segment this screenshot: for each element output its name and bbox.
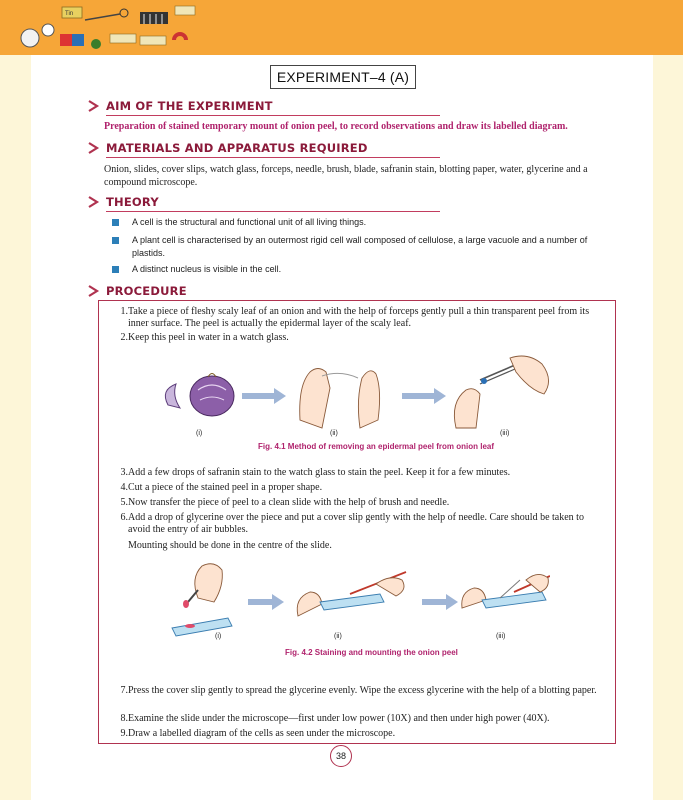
materials-heading: MATERIALS AND APPARATUS REQUIRED [106,141,368,155]
forceps-hand-image [454,356,548,428]
figure-label: (ii) [334,633,342,640]
chevron-right-icon [86,141,100,155]
chevron-right-icon [86,99,100,113]
figure-label: (iii) [496,633,506,640]
materials-text: Onion, slides, cover slips, watch glass, forceps, needle, brush, blade, safranin stain, blotting paper, water, glycerine and a compound microscope. [104,164,588,188]
chevron-right-icon [86,284,100,298]
dropper-hand-image [172,564,232,636]
figure-label: (iii) [500,430,510,437]
brush-transfer-image [297,572,406,616]
onion-image [165,374,234,417]
square-bullet-icon [112,266,119,273]
square-bullet-icon [112,237,119,244]
figure-4-2-illustration [170,558,550,640]
aim-text: Preparation of stained temporary mount of onion peel, to record observations and draw its labelled diagram. [104,121,568,132]
mounting-note: Mounting should be done in the centre of the slide. [128,540,332,551]
heading-underline [106,157,440,158]
chevron-right-icon [86,195,100,209]
figure-4-1-caption: Fig. 4.1 Method of removing an epidermal peel from onion leaf [258,442,495,451]
science-collage-image [0,0,200,55]
hands-peeling-image [300,369,380,429]
svg-text:Tin: Tin [65,11,74,17]
theory-heading: THEORY [106,195,159,209]
figure-label: (i) [196,430,203,437]
heading-underline [106,211,440,212]
figure-4-1-illustration [150,350,570,432]
cover-slip-needle-image [462,574,550,608]
procedure-heading: PROCEDURE [106,284,187,298]
figure-4-2-caption: Fig. 4.2 Staining and mounting the onion peel [285,648,458,657]
figure-label: (ii) [330,430,338,437]
heading-underline [106,115,440,116]
square-bullet-icon [112,219,119,226]
experiment-title: EXPERIMENT–4 (A) [270,65,416,89]
page-number: 38 [330,745,352,767]
figure-label: (i) [215,633,222,640]
aim-heading: AIM OF THE EXPERIMENT [106,99,273,113]
